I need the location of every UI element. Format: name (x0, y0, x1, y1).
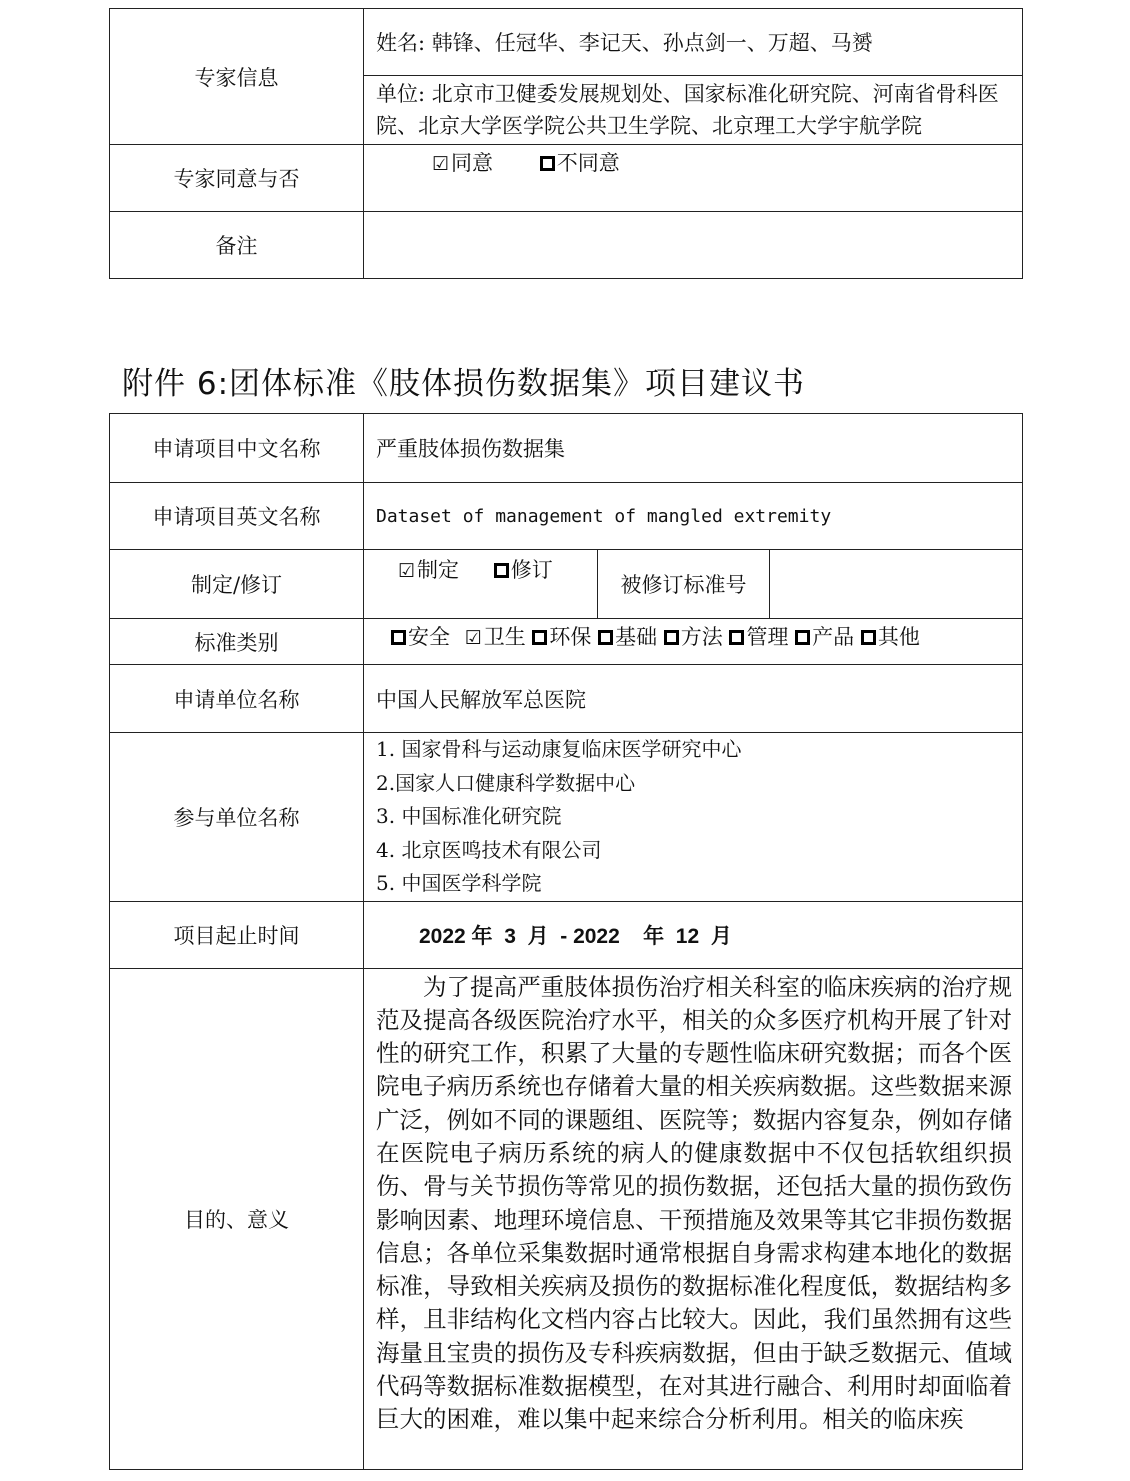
participant-item: 4. 北京医鸣技术有限公司 (376, 837, 602, 862)
consent-agree-option[interactable] (432, 147, 493, 177)
attachment-title: 附件 6:团体标准《肢体损伤数据集》项目建议书 (122, 366, 806, 402)
category-management-option[interactable] (729, 621, 788, 651)
category-safety-label: 安全 (408, 625, 450, 649)
period-label: 项目起止时间 (110, 901, 364, 968)
revised-std-value (770, 550, 1022, 618)
purpose-text-cell (364, 968, 1023, 1469)
category-basic-option[interactable] (598, 621, 657, 651)
unchecked-box-icon (729, 630, 744, 645)
unchecked-box-icon (598, 630, 613, 645)
applicant-value: 中国人民解放军总医院 (364, 665, 1023, 733)
consent-agree-label: 同意 (451, 151, 494, 175)
category-product-label: 产品 (812, 625, 855, 649)
category-health-label: 卫生 (483, 625, 526, 649)
en-name-value: Dataset of management of mangled extremity (364, 483, 1023, 550)
category-safety-option[interactable] (391, 621, 450, 651)
consent-disagree-option[interactable] (540, 147, 620, 177)
type-row-cell (364, 550, 1023, 619)
category-method-option[interactable] (664, 621, 723, 651)
category-label: 标准类别 (110, 619, 364, 665)
unchecked-box-icon (391, 630, 406, 645)
cn-name-value: 严重肢体损伤数据集 (364, 414, 1023, 483)
unchecked-box-icon (540, 156, 555, 171)
participant-item: 1. 国家骨科与运动康复临床医学研究中心 (376, 737, 742, 761)
checked-box-icon: ☑ (398, 560, 416, 582)
expert-consent-options (364, 145, 1023, 212)
category-other-option[interactable] (861, 621, 920, 651)
type-establish-label: 制定 (417, 558, 460, 582)
participants-list (364, 733, 1023, 902)
category-options (364, 619, 1023, 665)
category-management-label: 管理 (746, 625, 789, 649)
category-health-option[interactable] (465, 621, 526, 651)
unchecked-box-icon (861, 630, 876, 645)
category-environment-label: 环保 (549, 625, 592, 649)
category-environment-option[interactable] (532, 621, 591, 651)
unchecked-box-icon (795, 630, 810, 645)
revised-std-label: 被修订标准号 (598, 550, 770, 618)
expert-names: 姓名: 韩锋、任冠华、李记天、孙点剑一、万超、马赟 (364, 9, 1023, 76)
expert-units: 单位: 北京市卫健委发展规划处、国家标准化研究院、河南省骨科医院、北京大学医学院公共卫生学院、北京理工大学宇航学院 (364, 76, 1023, 145)
unchecked-box-icon (494, 563, 509, 578)
checked-box-icon: ☑ (464, 627, 482, 649)
checked-box-icon: ☑ (432, 153, 450, 175)
participant-item: 5. 中国医学科学院 (376, 871, 542, 895)
expert-remark-value (364, 212, 1023, 279)
unchecked-box-icon (664, 630, 679, 645)
type-label: 制定/修订 (110, 550, 364, 619)
participant-item: 2.国家人口健康科学数据中心 (376, 770, 636, 795)
expert-remark-label: 备注 (110, 212, 364, 279)
unchecked-box-icon (532, 630, 547, 645)
period-value: 2022 年 3 月 - 2022 年 12 月 (364, 901, 1023, 968)
category-product-option[interactable] (795, 621, 854, 651)
category-other-label: 其他 (877, 625, 920, 649)
purpose-label: 目的、意义 (110, 968, 364, 1469)
expert-consent-label: 专家同意与否 (110, 145, 364, 212)
purpose-text: 为了提高严重肢体损伤治疗相关科室的临床疾病的治疗规范及提高各级医院治疗水平，相关的众多医疗机构开展了针对性的研究工作，积累了大量的专题性临床研究数据；而各个医院电子病历系统也存储着大量的相关疾病数据。这些数据来源广泛，例如不同的课题组、医院等；数据内容复杂，例如存储在医院电子病历系统的病人的健康数据中不仅包括软组织损伤、骨与关节损伤等常见的损伤数据，还包括大量的损伤致伤影响因素、地理环境信息、干预措施及效果等其它非损伤数据信息；各单位采集数据时通常根据自身需求构建本地化的数据标准，导致相关疾病及损伤的数据标准化程度低，数据结构多样，且非结构化文档内容占比较大。因此，我们虽然拥有这些海量且宝贵的损伤及专科疾病数据，但由于缺乏数据元、值域代码等数据标准数据模型，在对其进行融合、利用时却面临着巨大的困难，难以集中起来综合分析利用。相关的临床疾 (376, 972, 1012, 1434)
expert-info-table (109, 8, 1023, 279)
category-method-label: 方法 (680, 625, 723, 649)
en-name-label: 申请项目英文名称 (110, 483, 364, 550)
proposal-table (109, 413, 1023, 1470)
category-basic-label: 基础 (615, 625, 658, 649)
expert-info-label: 专家信息 (110, 9, 364, 145)
type-establish-option[interactable] (398, 554, 459, 584)
type-revise-option[interactable] (494, 554, 553, 584)
cn-name-label: 申请项目中文名称 (110, 414, 364, 483)
applicant-label: 申请单位名称 (110, 665, 364, 733)
participants-label: 参与单位名称 (110, 733, 364, 902)
type-options (364, 550, 598, 618)
type-revise-label: 修订 (510, 558, 553, 582)
participant-item: 3. 中国标准化研究院 (376, 804, 562, 828)
consent-disagree-label: 不同意 (556, 151, 620, 175)
